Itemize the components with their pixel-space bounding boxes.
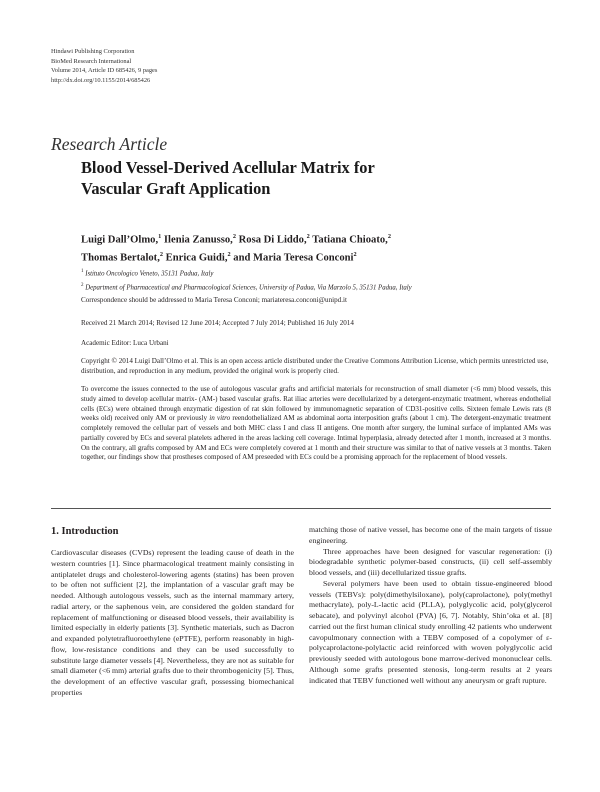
- affiliation-2: [81, 280, 551, 294]
- author-name: Enrica Guidi,: [165, 252, 228, 264]
- author-affil-mark: 2: [232, 233, 236, 240]
- title-line-1: Blood Vessel-Derived Acellular Matrix for: [81, 158, 375, 177]
- article-type: Research Article: [51, 134, 168, 154]
- author-affil-mark: 1: [158, 233, 162, 240]
- body-paragraph: Three approaches have been designed for vascular regeneration: (i) biodegradable synthetic polymer-based constructs, (ii) cell self-assembly blood vessels, and (iii) decellularized tissue grafts.: [309, 546, 552, 577]
- journal-header: [51, 47, 157, 85]
- affiliations: [81, 266, 551, 295]
- publisher-line: Hindawi Publishing Corporation: [51, 48, 135, 55]
- author-affil-mark: 2: [387, 233, 391, 240]
- publication-dates: Received 21 March 2014; Revised 12 June 2014; Accepted 7 July 2014; Published 16 July 2014: [81, 319, 354, 327]
- author-name: Luigi Dall’Olmo,: [81, 234, 159, 246]
- author-name: and Maria Teresa Conconi: [233, 252, 354, 264]
- author-name: Tatiana Chioato,: [312, 234, 388, 246]
- author-affil-mark: 2: [306, 233, 310, 240]
- doi-link[interactable]: http://dx.doi.org/10.1155/2014/685426: [51, 76, 151, 84]
- author-name: Thomas Bertalot,: [81, 252, 160, 264]
- body-paragraph: Several polymers have been used to obtain tissue-engineered blood vessels (TEBVs): poly(dimethylsiloxane), poly(caprolactone), poly(methyl methacrylate), poly-L-lactic acid (PLLA), polyglycolic acid, poly(glycerol sebacate), and polyvinyl alcohol (PVA) [6, 7]. Notably, Shin’oka et al. [8] carried out the first human clinical study enrolling 42 patients who underwent cavopulmonary connection with a TEBV composed of a copolymer of ε-polycaprolactone-polylactic acid reinforced with woven polyglycolic acid previously seeded with autologous bone marrow-derived mononuclear cells. Although some grafts presented stenosis, long-term results at 2 years indicated that TEBV functioned well without any aneurysm or graft rupture.: [309, 578, 552, 685]
- abstract-text: To overcome the issues connected to the use of autologous vascular grafts and artificial materials for reconstruction of small diameter (<6 mm) blood vessels, this study aimed to develop acellular matrix- (AM-) based vascular grafts. Rat iliac arteries were decellularized by a detergent-enzymatic treatment, whereas endothelial cells (ECs) were obtained through enzymatic digestion of rat skin followed by immunomagnetic separation of CD31-positive cells. Sixteen female Lewis rats (8 weeks old) received only AM or previously: [81, 385, 551, 423]
- abstract: [81, 385, 551, 463]
- affiliation-text: Istituto Oncologico Veneto, 35131 Padua, Italy: [85, 270, 214, 278]
- body-paragraph: matching those of native vessel, has become one of the main targets of tissue engineering.: [309, 525, 552, 545]
- right-column: [309, 525, 552, 686]
- left-column: [51, 525, 294, 699]
- academic-editor: Academic Editor: Luca Urbani: [81, 339, 169, 347]
- journal-name: BioMed Research International: [51, 57, 132, 65]
- correspondence: Correspondence should be addressed to Maria Teresa Conconi; mariateresa.conconi@unipd.it: [81, 296, 347, 304]
- volume-line: Volume 2014, Article ID 685426, 9 pages: [51, 67, 158, 75]
- author-name: Ilenia Zanusso,: [163, 234, 233, 246]
- section-divider: [51, 508, 551, 509]
- affiliation-mark: 2: [81, 283, 84, 289]
- affiliation-1: [81, 266, 551, 280]
- title-line-2: Vascular Graft Application: [81, 178, 271, 198]
- author-list: [81, 230, 551, 266]
- abstract-text: reendothelialized AM as abdominal aorta interposition grafts (about 1 cm). The detergent-enzymatic treatment completely removed the cellular part of vessels and both MHC class I and class II antigens. One month after surgery, the luminal surface of implanted AMs was partially covered by ECs and several platelets adhered in the areas lacking cell coverage. Intimal hyperplasia, already detected after 1 month, increased at 3 months. On the contrary, all grafts composed by AM and ECs were completely covered at 1 month and their structure was similar to that of native vessels at 3 months. Taken together, our findings show that prostheses composed of AM preseeded with ECs could be a promising approach for the replacement of blood vessels.: [81, 414, 551, 462]
- affiliation-mark: 1: [81, 269, 84, 274]
- author-affil-mark: 2: [159, 250, 164, 258]
- body-paragraph: Cardiovascular diseases (CVDs) represent the leading cause of death in the western countries [1]. Since pharmacological treatment mainly consisting in antiplatelet drugs and cholesterol-lowering agents (statins) has been proven to be often not sufficient [2], the implantation of a vascular graft may be needed. Although autologous vessels, such as the internal mammary artery, radial artery, or the saphenous vein, are considered the golden standard for replacement of malfunctioning or diseased blood vessels, their availability is limited especially in elderly patients [3]. Synthetic materials, such as Dacron and expanded polytetrafluoroethylene (ePTFE), perform reasonably in high-flow, low-resistance conditions and they can be used successfully to substitute large diameter vessels [4]. Nevertheless, they are not as suitable for small diameter (<6 mm) arterial grafts due to their thrombogenicity [5]. Thus, the development of an effective vascular graft, possessing biomechanical properties: [51, 548, 294, 697]
- affiliation-text: Department of Pharmaceutical and Pharmacological Sciences, University of Padua, Via Marzolo 5, 35131 Padua, Italy: [85, 284, 412, 292]
- author-name: Rosa Di Liddo,: [238, 234, 307, 246]
- author-affil-mark: 2: [353, 250, 357, 258]
- abstract-italic: in vitro: [209, 414, 231, 423]
- author-affil-mark: 2: [227, 250, 231, 258]
- paper-title: [81, 158, 551, 199]
- section-heading: 1. Introduction: [51, 526, 119, 537]
- copyright-notice: Copyright © 2014 Luigi Dall’Olmo et al. This is an open access article distributed under the Creative Commons Attribution License, which permits unrestricted use, distribution, and reproduction in any medium, provided the original work is properly cited.: [81, 357, 549, 376]
